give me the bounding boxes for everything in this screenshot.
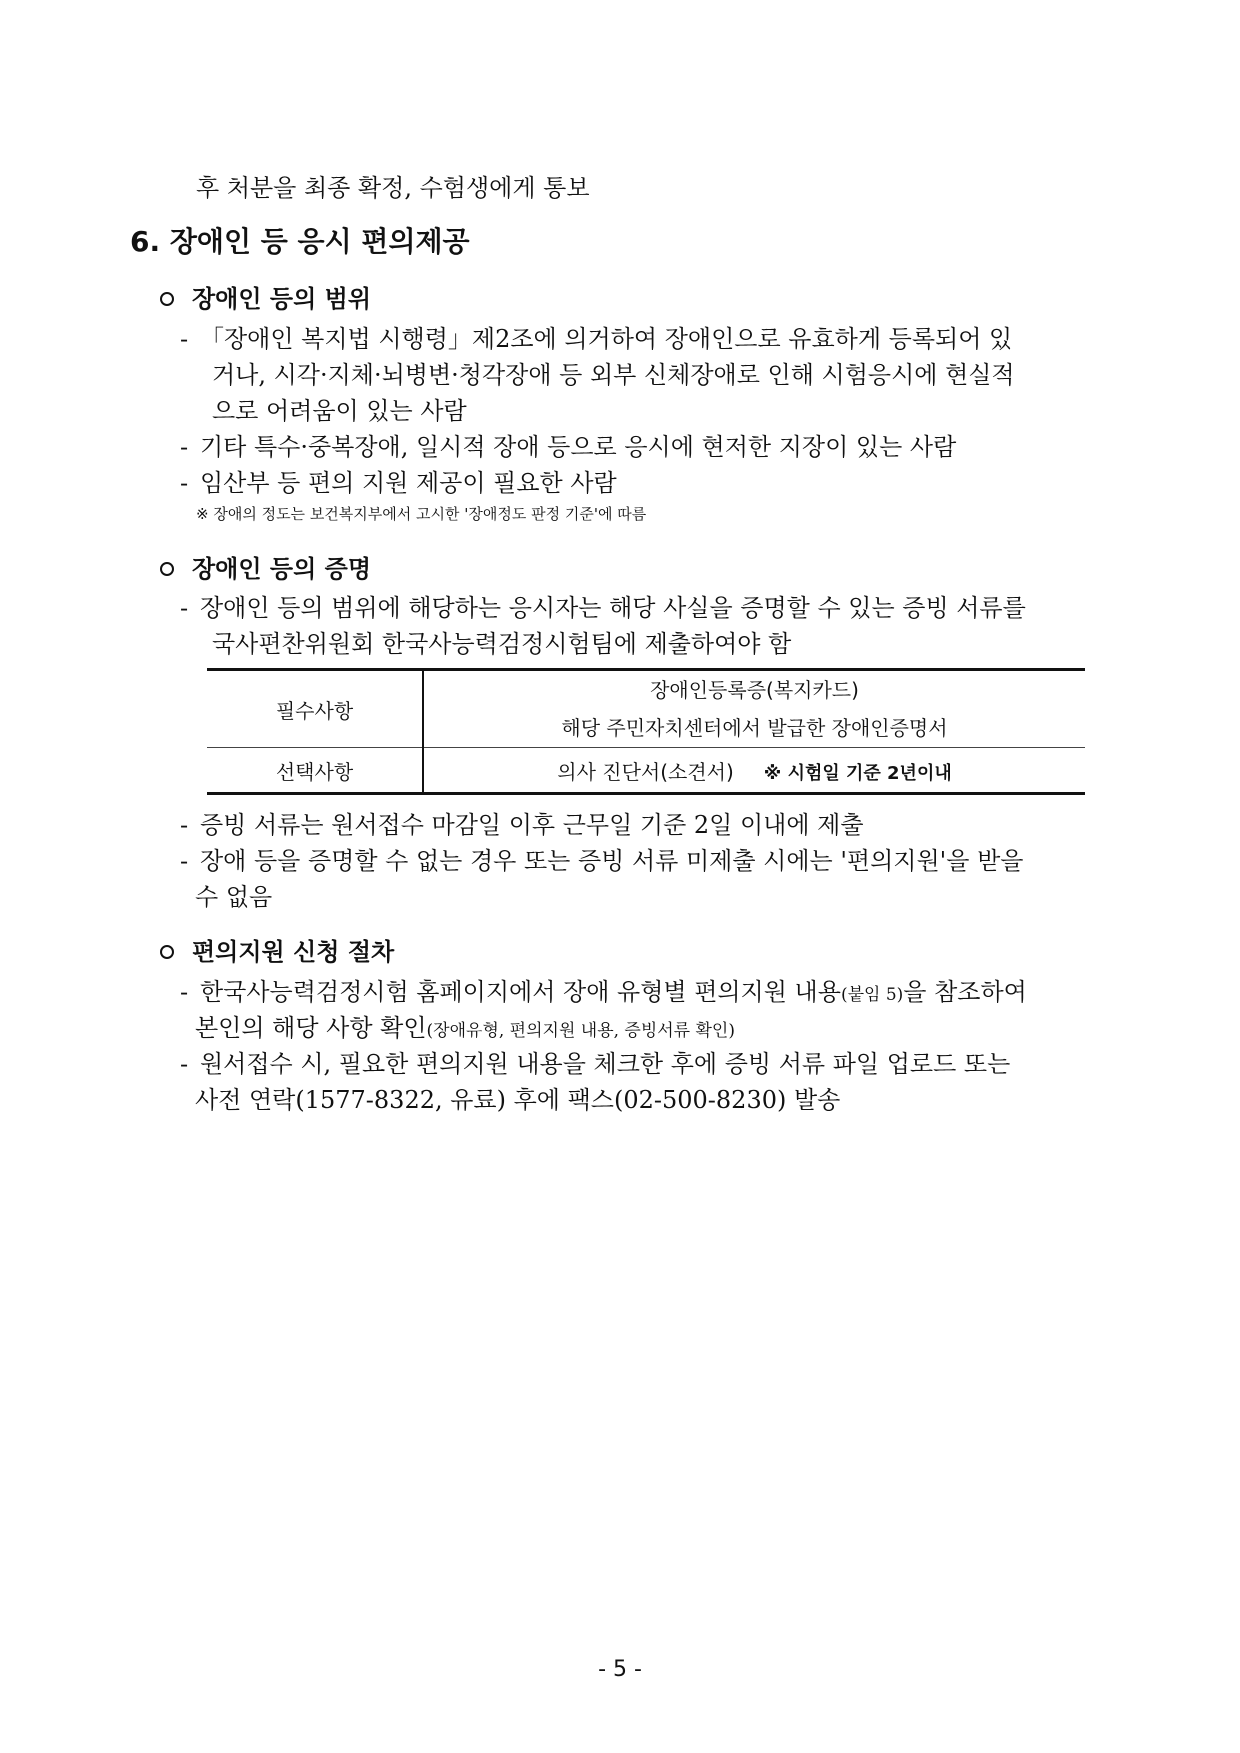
- proof-documents-table: [207, 668, 1085, 795]
- proof-heading-text: 장애인 등의 증명: [192, 555, 371, 583]
- procedure-item-1-detail: (장애유형, 편의지원 내용, 증빙서류 확인): [426, 1021, 735, 1041]
- scope-item-2: [180, 430, 956, 464]
- scope-item-1-line-1: [180, 322, 1012, 356]
- dash-icon: -: [180, 594, 189, 622]
- procedure-item-1-attachment: (붙임 5): [840, 985, 904, 1005]
- table-row-optional: [207, 748, 1085, 794]
- dash-icon: -: [180, 847, 189, 875]
- procedure-item-1-text-c: 본인의 해당 사항 확인: [195, 1014, 427, 1042]
- required-label: 필수사항: [207, 670, 423, 748]
- proof-after-1-text: 증빙 서류는 원서접수 마감일 이후 근무일 기준 2일 이내에 제출: [200, 811, 864, 839]
- procedure-item-2-line-1: [180, 1047, 1010, 1081]
- circle-bullet-icon: [160, 945, 174, 959]
- procedure-item-1-line-2: [195, 1011, 735, 1048]
- proof-heading: [160, 552, 371, 586]
- dash-icon: -: [180, 1050, 189, 1078]
- dash-icon: -: [180, 433, 189, 461]
- proof-intro-line-1: [180, 591, 1026, 625]
- circle-bullet-icon: [160, 562, 174, 576]
- scope-heading: [160, 282, 371, 316]
- optional-item-cell: [423, 748, 1085, 794]
- scope-item-2-text: 기타 특수·중복장애, 일시적 장애 등으로 응시에 현저한 지장이 있는 사람: [200, 433, 957, 461]
- procedure-item-2-text-1: 원서접수 시, 필요한 편의지원 내용을 체크한 후에 증빙 서류 파일 업로드 또는: [200, 1050, 1011, 1078]
- procedure-item-1-line-1: [180, 975, 1027, 1012]
- scope-heading-text: 장애인 등의 범위: [192, 285, 371, 313]
- scope-item-1-line-3: 으로 어려움이 있는 사람: [212, 397, 467, 425]
- scope-item-3-text: 임산부 등 편의 지원 제공이 필요한 사람: [200, 469, 617, 497]
- scope-note: ※ 장애의 정도는 보건복지부에서 고시한 '장애정도 판정 기준'에 따름: [196, 505, 647, 523]
- required-items-cell: [423, 670, 1085, 748]
- dash-icon: -: [180, 325, 189, 353]
- proof-after-2-line-2: 수 없음: [195, 883, 273, 911]
- section-title: 6. 장애인 등 응시 편의제공: [130, 225, 470, 258]
- procedure-item-1-text-b: 을 참조하여: [903, 978, 1027, 1006]
- dash-icon: -: [180, 978, 189, 1006]
- scope-item-1-text-1: 「장애인 복지법 시행령」제2조에 의거하여 장애인으로 유효하게 등록되어 있: [200, 325, 1013, 353]
- dash-icon: -: [180, 469, 189, 497]
- proof-after-1: [180, 808, 864, 842]
- procedure-item-2-line-2: 사전 연락(1577-8322, 유료) 후에 팩스(02-500-8230) 발송: [195, 1086, 841, 1114]
- circle-bullet-icon: [160, 292, 174, 306]
- optional-label: 선택사항: [207, 748, 423, 794]
- continuation-text: 후 처분을 최종 확정, 수험생에게 통보: [196, 174, 590, 202]
- procedure-heading-text: 편의지원 신청 절차: [192, 938, 395, 966]
- proof-after-2-line-1: [180, 844, 1023, 878]
- table-row-required: [207, 670, 1085, 748]
- proof-after-2-text-1: 장애 등을 증명할 수 없는 경우 또는 증빙 서류 미제출 시에는 '편의지원'을 받을: [200, 847, 1024, 875]
- required-item-2: 해당 주민자치센터에서 발급한 장애인증명서: [561, 716, 948, 740]
- procedure-heading: [160, 935, 394, 969]
- optional-note: ※ 시험일 기준 2년이내: [763, 762, 952, 784]
- procedure-item-1-text-a: 한국사능력검정시험 홈페이지에서 장애 유형별 편의지원 내용: [200, 978, 841, 1006]
- scope-item-3: [180, 466, 617, 500]
- proof-intro-text-1: 장애인 등의 범위에 해당하는 응시자는 해당 사실을 증명할 수 있는 증빙 서류를: [200, 594, 1026, 622]
- scope-item-1-line-2: 거나, 시각·지체·뇌병변·청각장애 등 외부 신체장애로 인해 시험응시에 현실적: [212, 361, 1015, 389]
- proof-intro-line-2: 국사편찬위원회 한국사능력검정시험팀에 제출하여야 함: [212, 630, 792, 658]
- dash-icon: -: [180, 811, 189, 839]
- page-number: - 5 -: [598, 1657, 642, 1682]
- required-item-1: 장애인등록증(복지카드): [650, 678, 859, 702]
- optional-item: 의사 진단서(소견서): [557, 759, 734, 784]
